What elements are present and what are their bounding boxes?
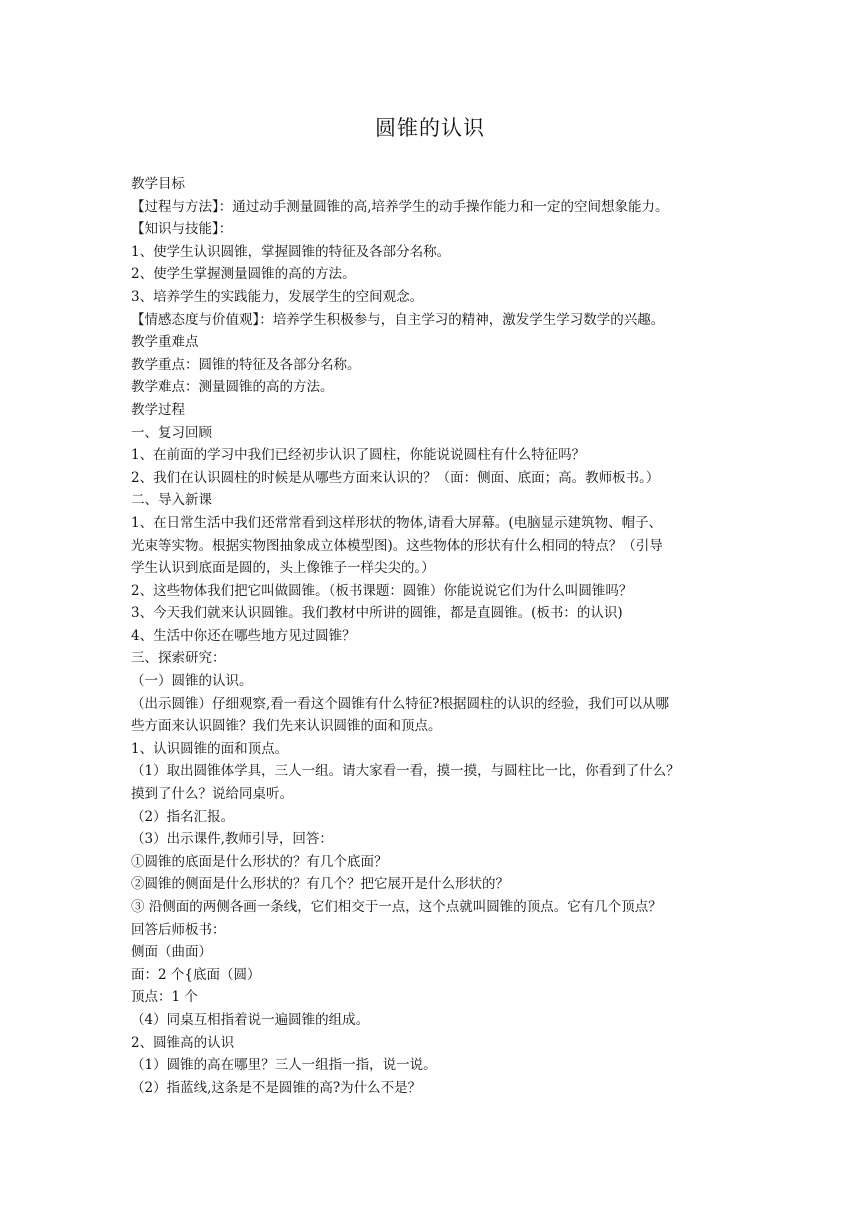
text-line: ③ 沿侧面的两侧各画一条线，它们相交于一点，这个点就叫圆锥的顶点。它有几个顶点？ — [131, 899, 662, 915]
text-line: 2、圆锥高的认识 — [131, 1034, 235, 1051]
text-line: （3）出示课件,教师引导，回答： — [131, 831, 333, 848]
text-line: （2）指名汇报。 — [131, 808, 235, 825]
text-line: 教学重点：圆锥的特征及各部分名称。 — [131, 356, 361, 373]
text-line: （1）圆锥的高在哪里？三人一组指一指，说一说。 — [131, 1057, 437, 1074]
text-line: 教学重难点 — [131, 334, 199, 351]
text-line: 【过程与方法】：通过动手测量圆锥的高,培养学生的动手操作能力和一定的空间想象能力。 — [131, 198, 669, 215]
text-line: 学生认识到底面是圆的，头上像锥子一样尖尖的。） — [131, 560, 435, 577]
text-line: 三、探索研究： — [131, 650, 226, 667]
text-line: 2、我们在认识圆柱的时候是从哪些方面来认识的？（面：侧面、底面；高。教师板书。） — [131, 469, 660, 486]
document-title: 圆锥的认识 — [375, 116, 485, 140]
text-line: 2、使学生掌握测量圆锥的高的方法。 — [131, 266, 356, 283]
text-line: 1、使学生认识圆锥，掌握圆锥的特征及各部分名称。 — [131, 243, 451, 260]
text-line: （1）取出圆锥体学具，三人一组。请大家看一看，摸一摸，与圆柱比一比，你看到了什么？ — [131, 763, 680, 780]
text-line: 教学目标 — [131, 176, 185, 192]
text-line: 教学难点：测量圆锥的高的方法。 — [131, 379, 334, 396]
text-line: （4）同桌互相指着说一遍圆锥的组成。 — [131, 1011, 370, 1028]
text-line: 一、复习回顾 — [131, 424, 212, 441]
text-line: 2、这些物体我们把它叫做圆锥。（板书课题：圆锥）你能说说它们为什么叫圆锥吗？ — [131, 582, 633, 599]
text-line: 4、生活中你还在哪些地方见过圆锥？ — [131, 627, 356, 644]
text-line: 1、在日常生活中我们还常常看到这样形状的物体,请看大屏幕。(电脑显示建筑物、帽子、 — [131, 514, 663, 531]
text-line: 面：2 个{底面（圆） — [131, 966, 261, 983]
text-line: 1、认识圆锥的面和顶点。 — [131, 740, 289, 757]
text-line: （一）圆锥的认识。 — [131, 673, 253, 690]
text-line: 些方面来认识圆锥？我们先来认识圆锥的面和顶点。 — [131, 718, 442, 735]
text-line: ①圆锥的底面是什么形状的？有几个底面？ — [131, 853, 388, 870]
text-line: 摸到了什么？说给同桌听。 — [131, 786, 293, 803]
text-line: （出示圆锥）仔细观察,看一看这个圆锥有什么特征?根据圆柱的认识的经验，我们可以从哪 — [131, 695, 670, 712]
text-line: 【知识与技能】： — [131, 221, 233, 238]
document-body — [131, 173, 731, 1099]
text-line: 【情感态度与价值观】：培养学生积极参与，自主学习的精神，激发学生学习数学的兴趣。 — [131, 311, 665, 328]
text-line: 侧面（曲面） — [131, 944, 212, 961]
text-line: 顶点：1 个 — [131, 989, 198, 1006]
text-line: 3、培养学生的实践能力，发展学生的空间观念。 — [131, 288, 424, 305]
text-line: 3、今天我们就来认识圆锥。我们教材中所讲的圆锥，都是直圆锥。(板书：的认识) — [131, 605, 623, 622]
text-line: 1、在前面的学习中我们已经初步认识了圆柱，你能说说圆柱有什么特征吗？ — [131, 447, 586, 464]
text-line: 教学过程 — [131, 401, 185, 418]
text-line: 回答后师板书： — [131, 921, 226, 938]
text-line: 光束等实物。根据实物图抽象成立体模型图)。这些物体的形状有什么相同的特点？（引导 — [131, 537, 663, 554]
text-line: 二、导入新课 — [131, 492, 212, 509]
text-line: （2）指蓝线,这条是不是圆锥的高?为什么不是？ — [131, 1079, 422, 1096]
text-line: ②圆锥的侧面是什么形状的？有几个？把它展开是什么形状的？ — [131, 876, 509, 893]
